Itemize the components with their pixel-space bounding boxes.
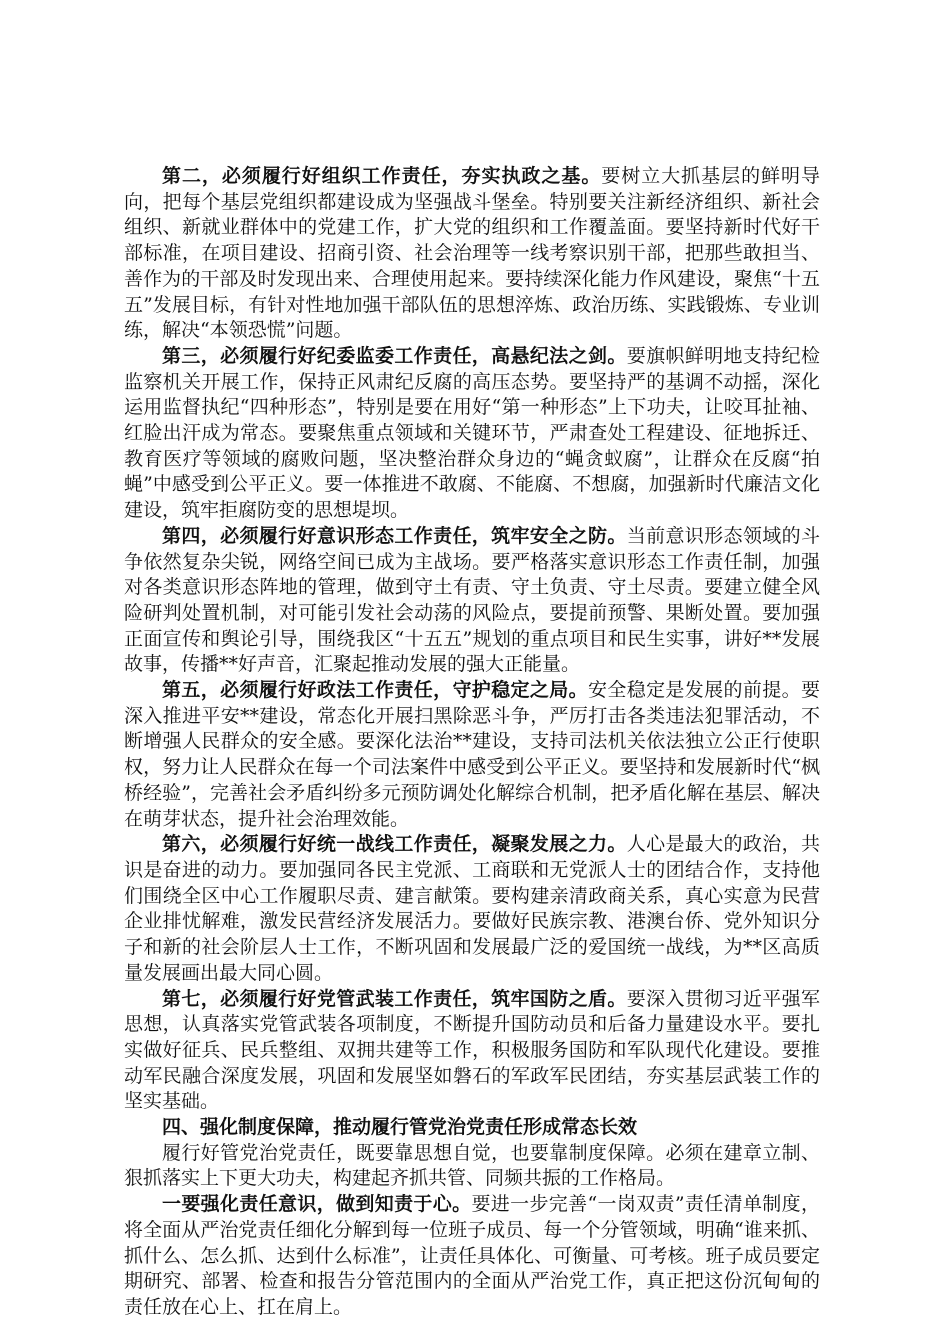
paragraph-discipline [124,344,820,524]
paragraph-body: 人心是最大的政治，共识是奋进的动力。要加强同各民主党派、工商联和无党派人士的团结合作，支持他们围绕全区中心工作履职尽责、建言献策。要构建亲清政商关系，真心实意为民营企业排忧解难，激发民营经济发展活力。要做好民族宗教、港澳台侨、党外知识分子和新的社会阶层人士工作，不断巩固和发展最广泛的爱国统一战线，为**区高质量发展画出最大同心圆。 [124,833,820,984]
paragraph-lead: 一要强化责任意识，做到知责于心。 [162,1193,472,1216]
paragraph-united-front [124,832,820,986]
paragraph-ideology [124,524,820,678]
paragraph-lead: 第五，必须履行好政法工作责任，守护稳定之局。 [162,679,588,702]
paragraph-lead: 第三，必须履行好纪委监委工作责任，高悬纪法之剑。 [162,344,627,367]
section-intro: 履行好管党治党责任，既要靠思想自觉，也要靠制度保障。必须在建章立制、狠抓落实上下更大功夫，构建起齐抓共管、同频共振的工作格局。 [124,1141,820,1190]
paragraph-lead: 第四，必须履行好意识形态工作责任，筑牢安全之防。 [162,524,627,547]
paragraph-armed-forces [124,987,820,1116]
paragraph-responsibility [124,1192,820,1321]
paragraph-body: 要树立大抓基层的鲜明导向，把每个基层党组织都建设成为坚强战斗堡垒。特别要关注新经济组织、新社会组织、新就业群体中的党建工作，扩大党的组织和工作覆盖面。要坚持新时代好干部标准，在项目建设、招商引资、社会治理等一线考察识别干部，把那些敢担当、善作为的干部及时发现出来、合理使用起来。要持续深化能力作风建设，聚焦“十五五”发展目标，有针对性地加强干部队伍的思想淬炼、政治历练、实践锻炼、专业训练，解决“本领恐慌”问题。 [124,165,820,342]
document-page [124,164,820,1321]
paragraph-body: 要进一步完善“一岗双责”责任清单制度，将全面从严治党责任细化分解到每一位班子成员、每一个分管领域，明确“谁来抓、抓什么、怎么抓、达到什么标准”，让责任具体化、可衡量、可考核。班子成员要定期研究、部署、检查和报告分管范围内的全面从严治党工作，真正把这份沉甸甸的责任放在心上、扛在肩上。 [124,1193,820,1318]
paragraph-body: 安全稳定是发展的前提。要深入推进平安**建设，常态化开展扫黑除恶斗争，严厉打击各类违法犯罪活动，不断增强人民群众的安全感。要深化法治**建设，支持司法机关依法独立公正行使职权，努力让人民群众在每一个司法案件中感受到公平正义。要坚持和发展新时代“枫桥经验”，完善社会矛盾纠纷多元预防调处化解综合机制，把矛盾化解在基层、解决在萌芽状态，提升社会治理效能。 [124,679,820,830]
paragraph-body: 当前意识形态领域的斗争依然复杂尖锐，网络空间已成为主战场。要严格落实意识形态工作责任制，加强对各类意识形态阵地的管理，做到守土有责、守土负责、守土尽责。要建立健全风险研判处置机制，对可能引发社会动荡的风险点，要提前预警、果断处置。要加强正面宣传和舆论引导，围绕我区“十五五”规划的重点项目和民生实事，讲好**发展故事，传播**好声音，汇聚起推动发展的强大正能量。 [124,524,820,676]
paragraph-body: 要旗帜鲜明地支持纪检监察机关开展工作，保持正风肃纪反腐的高压态势。要坚持严的基调不动摇，深化运用监督执纪“四种形态”，特别是要在用好“第一种形态”上下功夫，让咬耳扯袖、红脸出汗成为常态。要聚焦重点领域和关键环节，严肃查处工程建设、征地拆迁、教育医疗等领域的腐败问题，坚决整治群众身边的“蝇贪蚁腐”，让群众在反腐“拍蝇”中感受到公平正义。要一体推进不敢腐、不能腐、不想腐，加强新时代廉洁文化建设，筑牢拒腐防变的思想堤坝。 [124,344,820,522]
paragraph-lead: 第二，必须履行好组织工作责任，夯实执政之基。 [162,165,602,187]
paragraph-lead: 第七，必须履行好党管武装工作责任，筑牢国防之盾。 [162,987,627,1010]
section-heading: 四、强化制度保障，推动履行管党治党责任形成常态长效 [162,1116,638,1139]
paragraph-political-legal [124,678,820,832]
paragraph-body: 要深入贯彻习近平强军思想，认真落实党管武装各项制度，不断提升国防动员和后备力量建设水平。要扎实做好征兵、民兵整组、双拥共建等工作，积极服务国防和军队现代化建设。要推动军民融合深度发展，巩固和发展坚如磐石的军政军民团结，夯实基层武装工作的坚实基础。 [124,987,820,1113]
paragraph-organization [124,164,820,344]
paragraph-lead: 第六，必须履行好统一战线工作责任，凝聚发展之力。 [162,833,627,856]
